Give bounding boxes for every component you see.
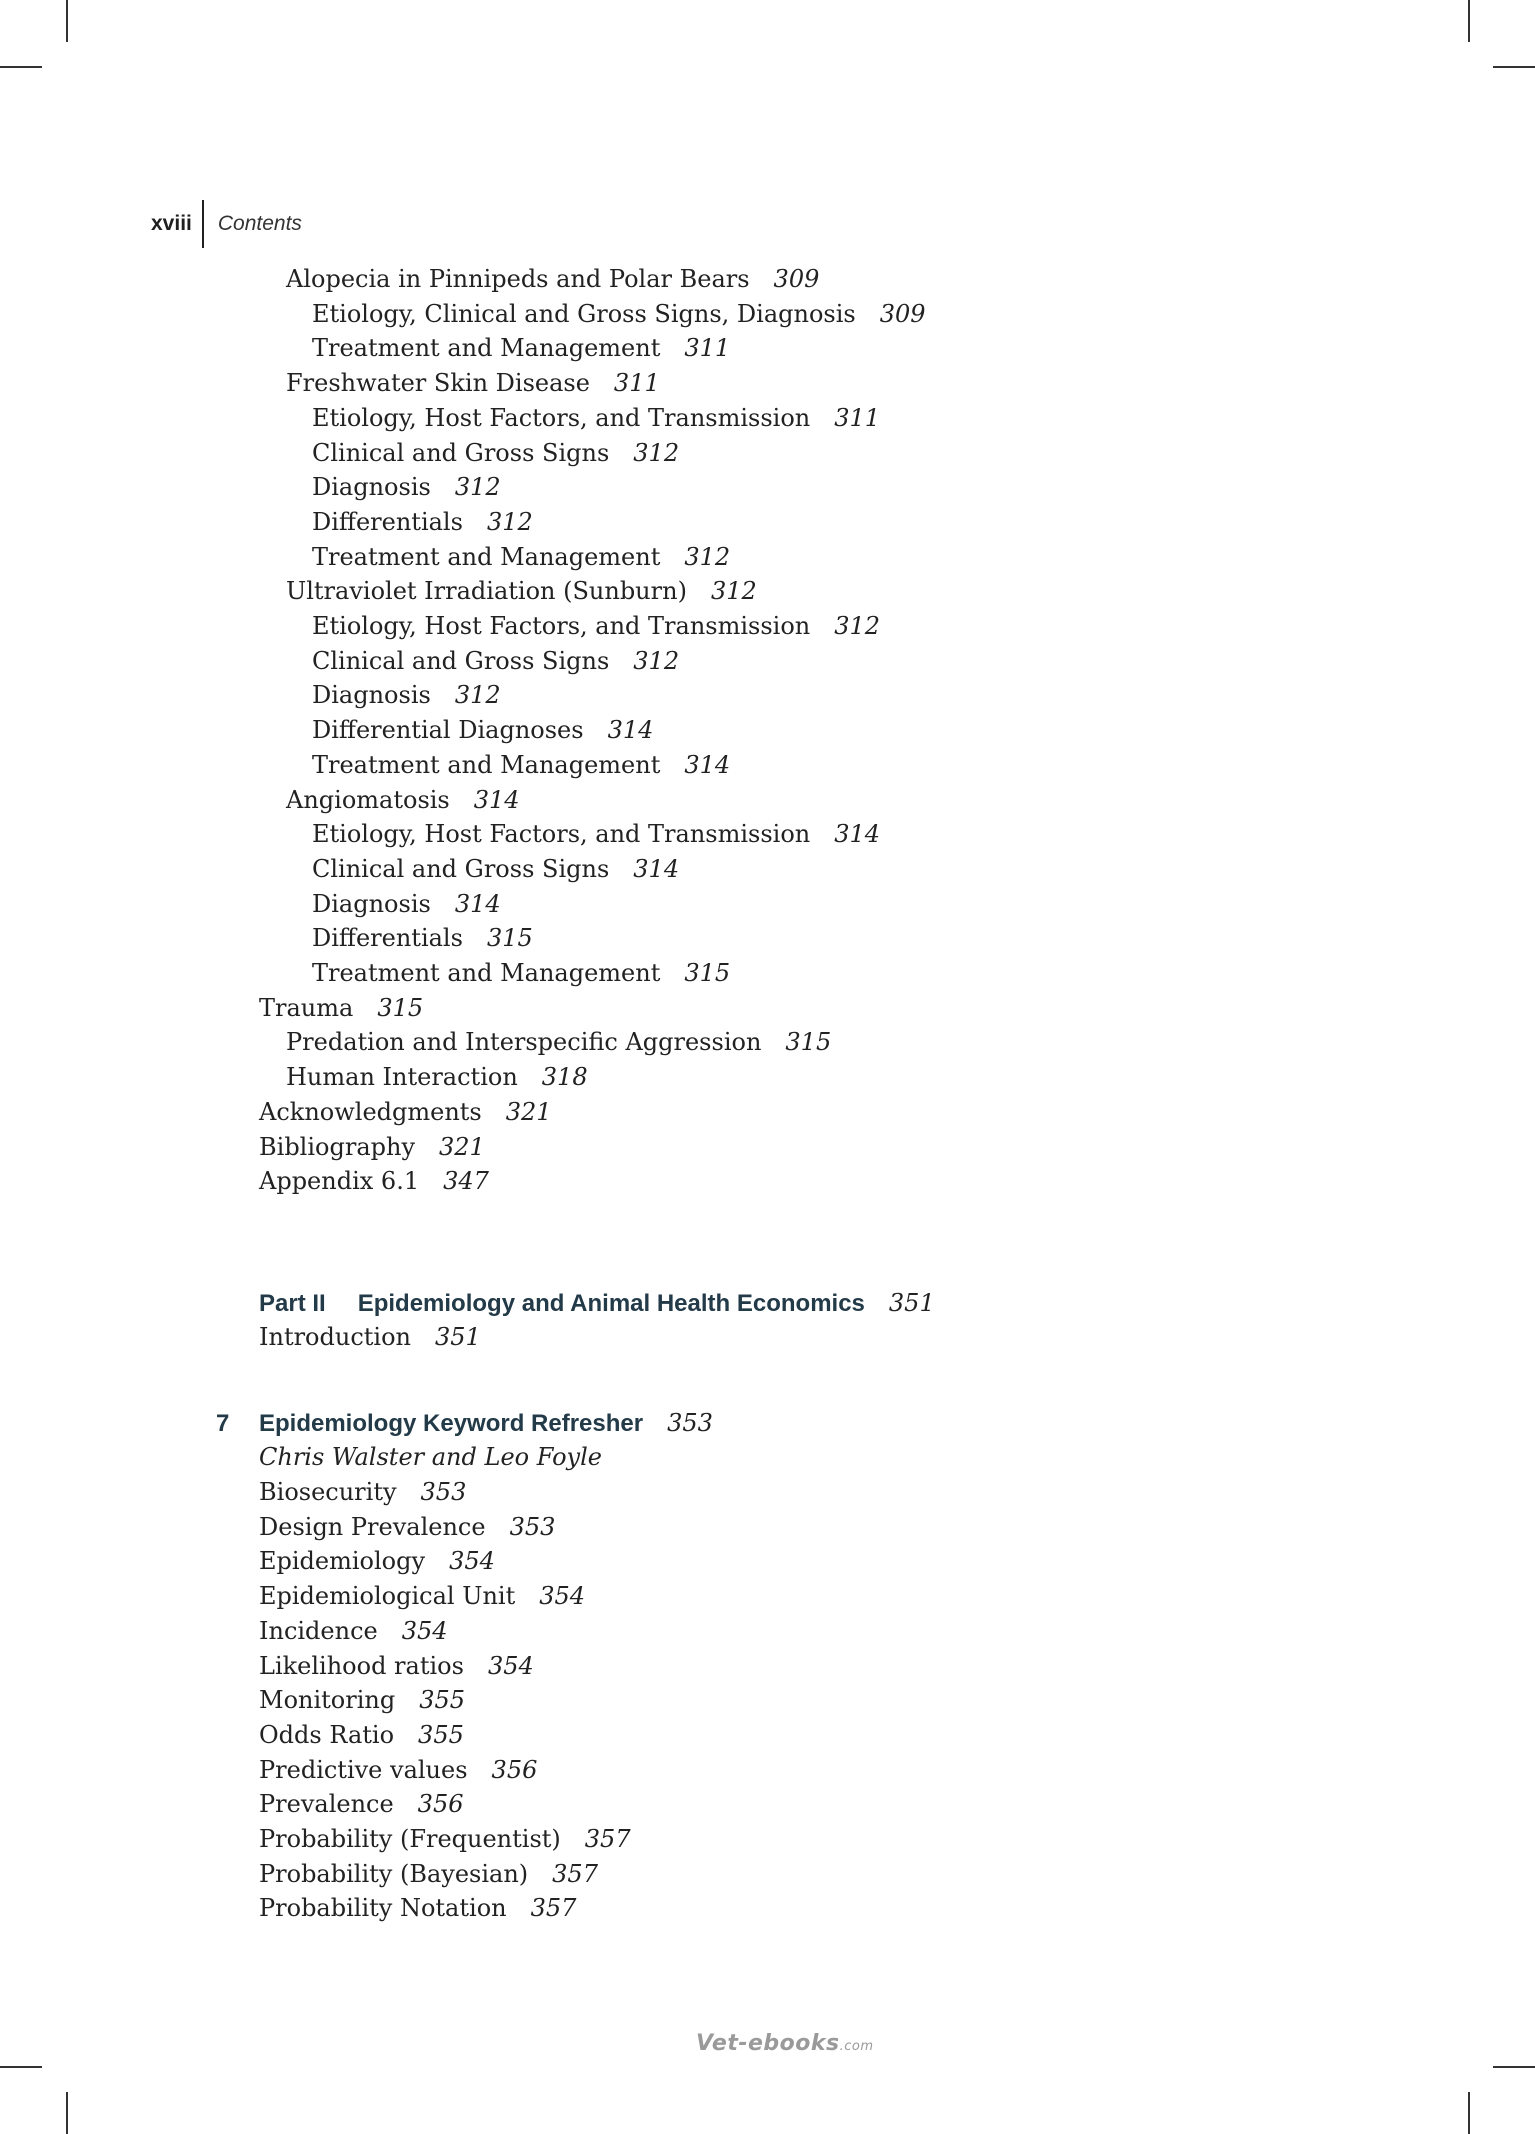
toc-entry-label: Treatment and Management [312,334,661,362]
toc-entry-page: 354 [401,1617,448,1645]
toc-entry-label: Treatment and Management [312,543,661,571]
toc-entry[interactable] [312,852,679,886]
toc-entry-page: 312 [684,543,731,571]
toc-entry[interactable] [259,1095,552,1129]
toc-entry[interactable] [312,713,653,747]
toc-entry-label: Clinical and Gross Signs [312,647,610,675]
toc-entry[interactable] [259,1718,464,1752]
chapter-number: 7 [216,1410,230,1437]
toc-entry-page: 314 [607,716,654,744]
chapter-page: 353 [667,1409,713,1437]
toc-entry[interactable] [312,644,679,678]
toc-entry-label: Predictive values [259,1756,468,1784]
toc-entry-page: 318 [541,1063,588,1091]
toc-entry-label: Predation and Interspecific Aggression [286,1028,762,1056]
toc-entry-label: Treatment and Management [312,751,661,779]
toc-entry-page: 311 [613,369,660,397]
toc-entry[interactable] [259,1510,555,1544]
toc-entry-page: 311 [834,404,881,432]
running-head-rule [202,200,204,248]
chapter-heading[interactable] [216,1406,713,1441]
watermark-logo: Vet-ebooks.com [696,2031,874,2056]
toc-entry-page: 309 [773,265,820,293]
running-head-title: Contents [217,212,302,235]
toc-entry-page: 314 [454,890,501,918]
toc-entry-page: 314 [834,820,881,848]
toc-entry[interactable] [286,262,819,296]
toc-entry-page: 353 [509,1513,556,1541]
toc-entry[interactable] [312,609,880,643]
toc-entry-page: 312 [486,508,533,536]
toc-entry-label: Odds Ratio [259,1721,395,1749]
part-label: Part II [259,1290,326,1317]
toc-entry-label: Treatment and Management [312,959,661,987]
toc-entry[interactable] [259,1753,537,1787]
toc-entry-page: 315 [377,994,424,1022]
toc-entry-page: 312 [710,577,757,605]
toc-entry-label: Prevalence [259,1790,394,1818]
toc-entry-label: Differentials [312,508,463,536]
toc-entry-page: 356 [417,1790,464,1818]
toc-entry-label: Etiology, Clinical and Gross Signs, Diagnosis [312,300,856,328]
crop-mark [0,2066,42,2068]
toc-entry-label: Monitoring [259,1686,396,1714]
toc-entry-page: 312 [454,473,501,501]
toc-entry-label: Differentials [312,924,463,952]
crop-mark [66,2092,68,2134]
toc-entry-label: Freshwater Skin Disease [286,369,590,397]
toc-entry-label: Probability (Bayesian) [259,1860,529,1888]
part-title: Epidemiology and Animal Health Economics [357,1290,865,1317]
toc-entry-label: Differential Diagnoses [312,716,584,744]
toc-entry[interactable] [259,1320,481,1354]
toc-entry-label: Bibliography [259,1133,415,1161]
toc-entry[interactable] [312,540,730,574]
toc-entry[interactable] [286,783,520,817]
toc-entry[interactable] [312,297,926,331]
toc-entry[interactable] [259,1614,448,1648]
toc-entry[interactable] [312,887,501,921]
toc-entry-page: 357 [584,1825,631,1853]
toc-entry-label: Clinical and Gross Signs [312,439,610,467]
toc-entry-label: Epidemiological Unit [259,1582,516,1610]
toc-entry-page: 353 [420,1478,467,1506]
toc-entry-page: 312 [454,681,501,709]
toc-entry[interactable] [259,1130,485,1164]
toc-entry-label: Acknowledgments [259,1098,482,1126]
crop-mark [1468,0,1470,42]
crop-mark [1493,66,1535,68]
toc-entry-page: 354 [539,1582,586,1610]
toc-entry[interactable] [259,1164,489,1198]
toc-entry-page: 351 [435,1323,481,1351]
toc-entry-label: Likelihood ratios [259,1652,464,1680]
toc-entry-label: Probability Notation [259,1894,507,1922]
part-page: 351 [888,1289,935,1317]
toc-entry-page: 312 [633,439,680,467]
toc-entry[interactable] [312,956,730,990]
crop-mark [66,0,68,42]
toc-entry[interactable] [312,470,501,504]
toc-entry[interactable] [259,1857,598,1891]
toc-entry[interactable] [312,748,730,782]
toc-entry[interactable] [312,505,533,539]
toc-entry[interactable] [312,921,533,955]
toc-entry-label: Diagnosis [312,681,431,709]
toc-entry-label: Diagnosis [312,473,431,501]
toc-entry-label: Etiology, Host Factors, and Transmission [312,612,811,640]
toc-entry-label: Epidemiology [259,1547,426,1575]
toc-entry-label: Etiology, Host Factors, and Transmission [312,820,811,848]
toc-entry[interactable] [259,1787,463,1821]
toc-entry-label: Diagnosis [312,890,431,918]
toc-entry[interactable] [259,1649,534,1683]
toc-entry[interactable] [259,991,423,1025]
toc-entry-page: 312 [633,647,680,675]
toc-entry-label: Alopecia in Pinnipeds and Polar Bears [286,265,750,293]
chapter-title: Epidemiology Keyword Refresher [259,1410,644,1437]
toc-entry-page: 314 [633,855,680,883]
crop-mark [1493,2066,1535,2068]
toc-entry[interactable] [286,366,660,400]
toc-entry[interactable] [312,331,730,365]
toc-entry-label: Biosecurity [259,1478,397,1506]
toc-entry[interactable] [286,574,757,608]
toc-entry-page: 314 [473,786,520,814]
toc-entry[interactable] [286,1060,588,1094]
toc-entry-page: 354 [449,1547,495,1575]
toc-entry-page: 354 [487,1652,534,1680]
toc-entry[interactable] [259,1544,495,1578]
page-number: xviii [151,212,192,235]
toc-entry[interactable] [259,1475,466,1509]
toc-entry-page: 315 [684,959,731,987]
toc-entry[interactable] [312,678,501,712]
crop-mark [0,66,42,68]
toc-entry-page: 355 [419,1686,466,1714]
toc-entry-page: 309 [879,300,926,328]
toc-entry-label: Trauma [259,994,354,1022]
toc-entry-page: 314 [684,751,731,779]
toc-entry-label: Clinical and Gross Signs [312,855,610,883]
toc-entry-page: 357 [530,1894,577,1922]
toc-entry-label: Introduction [259,1323,411,1351]
toc-entry[interactable] [312,436,679,470]
part-heading[interactable] [259,1286,935,1321]
toc-entry[interactable] [312,401,880,435]
toc-entry-page: 355 [418,1721,464,1749]
toc-entry-page: 347 [443,1167,489,1195]
toc-entry-page: 315 [785,1028,832,1056]
toc-entry-page: 311 [684,334,731,362]
crop-mark [1468,2092,1470,2134]
toc-entry[interactable] [259,1891,576,1925]
chapter-authors: Chris Walster and Leo Foyle [259,1443,602,1471]
toc-entry-label: Incidence [259,1617,378,1645]
toc-entry-page: 357 [552,1860,598,1888]
toc-entry-label: Ultraviolet Irradiation (Sunburn) [286,577,687,605]
toc-entry[interactable] [259,1579,585,1613]
toc-entry-page: 321 [439,1133,485,1161]
toc-entry[interactable] [259,1683,465,1717]
toc-entry-label: Human Interaction [286,1063,518,1091]
toc-entry-label: Design Prevalence [259,1513,486,1541]
toc-entry[interactable] [286,1025,831,1059]
toc-entry-page: 321 [505,1098,552,1126]
toc-entry-label: Angiomatosis [286,786,450,814]
toc-entry-label: Appendix 6.1 [259,1167,420,1195]
running-head [151,200,302,248]
toc-entry[interactable] [312,817,880,851]
toc-entry[interactable] [259,1822,631,1856]
toc-entry-page: 312 [834,612,881,640]
toc-entry-label: Etiology, Host Factors, and Transmission [312,404,811,432]
toc-entry-page: 356 [491,1756,538,1784]
toc-entry-page: 315 [486,924,533,952]
toc-entry-label: Probability (Frequentist) [259,1825,561,1853]
